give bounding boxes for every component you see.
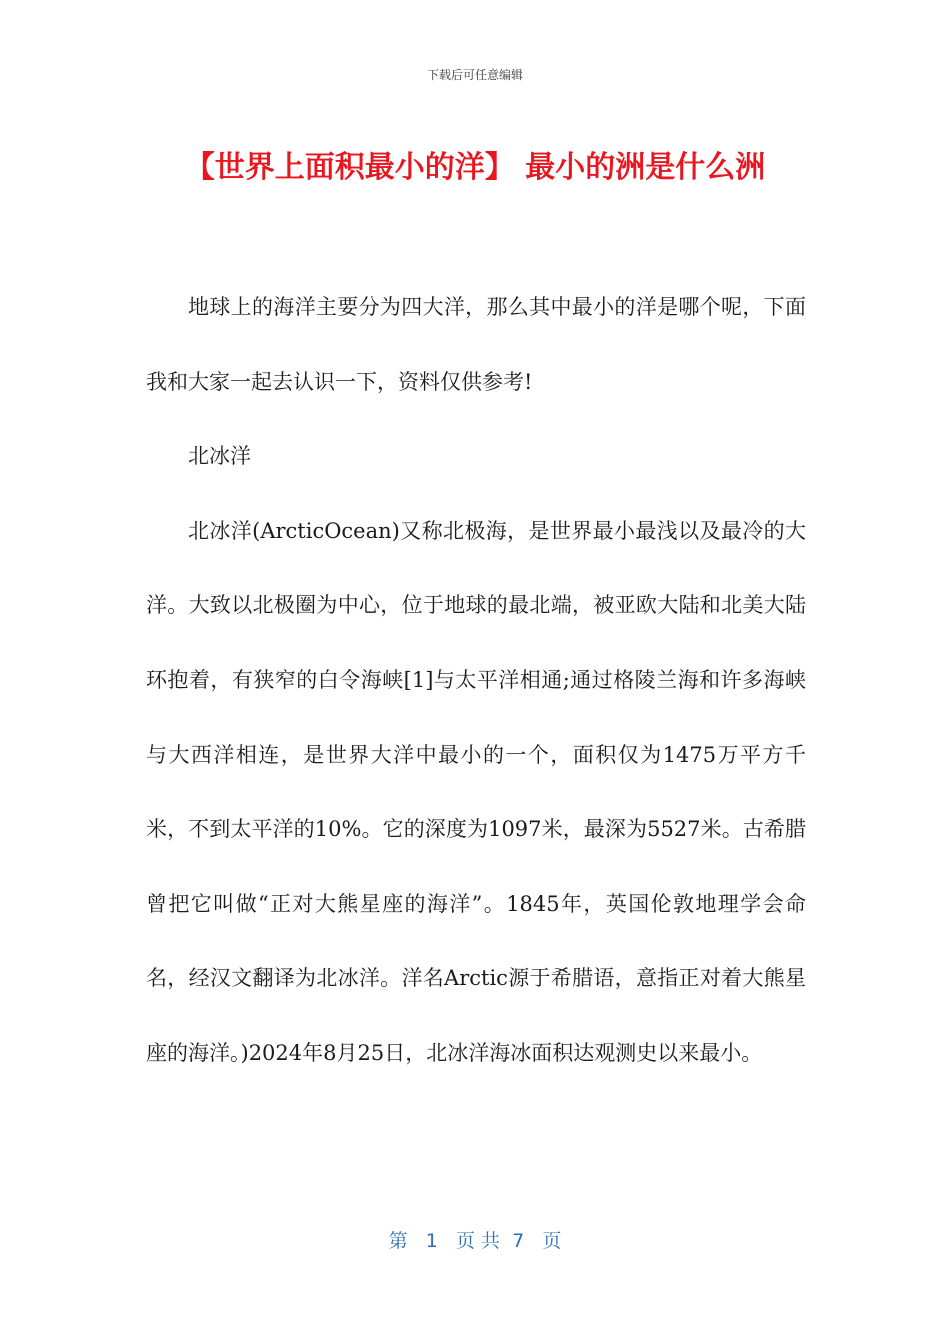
footer-label-pages: 页 [542,1230,562,1252]
footer-current-page: 1 [425,1230,438,1252]
paragraph-arctic-description: 北冰洋(ArcticOcean)又称北极海，是世界最小最浅以及最冷的大洋。大致以北极圈为中心，位于地球的最北端，被亚欧大陆和北美大陆环抱着，有狭窄的白令海峡[1]与太平洋相通;通过格陵兰海和许多海峡与大西洋相连，是世界大洋中最小的一个，面积仅为1475万平方千米，不到太平洋的10%。它的深度为1097米，最深为5527米。古希腊曾把它叫做“正对大熊星座的海洋”。1845年，英国伦敦地理学会命名，经汉文翻译为北冰洋。洋名Arctic源于希腊语，意指正对着大熊星座的海洋。)2024年8月25日，北冰洋海冰面积达观测史以来最小。 [146,518,806,1065]
footer-total-pages: 7 [512,1230,525,1252]
document-title: 【世界上面积最小的洋】 最小的洲是什么洲 [184,150,766,185]
page-footer [0,1226,950,1253]
document-body [146,270,806,1091]
paragraph-heading-arctic: 北冰洋 [188,444,251,469]
paragraph-intro: 地球上的海洋主要分为四大洋，那么其中最小的洋是哪个呢，下面我和大家一起去认识一下，资料仅供参考! [146,295,806,394]
footer-label-page: 第 [388,1230,408,1252]
footer-label-of: 页 共 [455,1230,501,1252]
header-note: 下载后可任意编辑 [426,68,523,82]
